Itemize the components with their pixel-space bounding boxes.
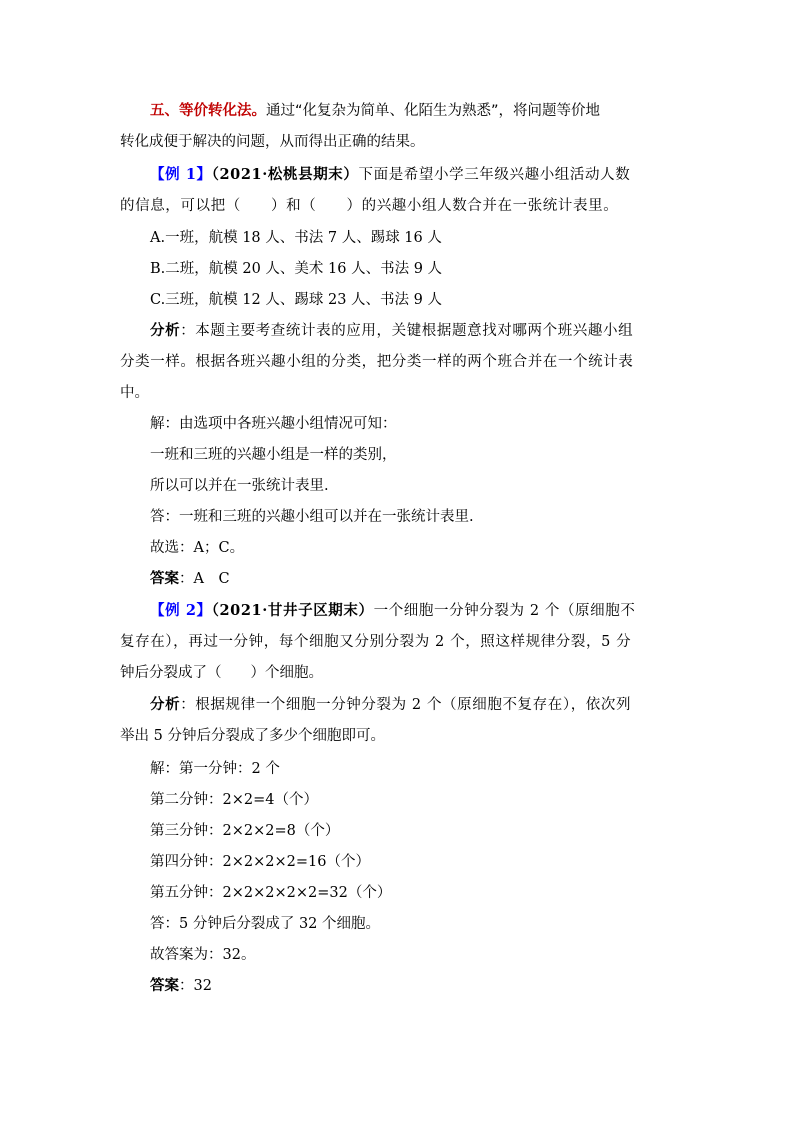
ex2-analysis-1: ：根据规律一个细胞一分钟分裂为 2 个（原细胞不复存在），依次列 [180,697,632,713]
ex1-solution-3: 所以可以并在一张统计表里. [150,478,329,494]
ex1-option-a: A.一班，航模 18 人、书法 7 人、踢球 16 人 [150,230,442,246]
ex2-answer-label: 答案 [150,977,179,994]
ex1-answer: ：A C [179,571,230,587]
ex1-solution-5: 故选：A；C。 [150,540,245,556]
ex1-source: （2021·松桃县期末） [211,166,359,183]
section-intro-1: 通过“化复杂为简单、化陌生为熟悉”，将问题等价地 [266,103,601,119]
ex2-question-line-3: 钟后分裂成了（ ）个细胞。 [120,665,323,681]
section-intro-line-1 [150,101,600,121]
ex1-solution-1: 解：由选项中各班兴趣小组情况可知： [150,416,397,432]
ex2-source: （2021·甘井子区期末） [211,602,374,619]
ex2-solution-7: 故答案为：32。 [150,947,256,963]
ex2-solution-2: 第二分钟：2×2=4（个） [150,792,318,808]
ex1-answer-line [150,569,230,589]
ex1-analysis-label: 分析 [150,322,181,339]
ex2-question-1: 一个细胞一分钟分裂为 2 个（原细胞不 [373,603,636,619]
ex2-solution-6: 答：5 分钟后分裂成了 32 个细胞。 [150,916,381,932]
ex1-question-line-2: 的信息，可以把（ ）和（ ）的兴趣小组人数合并在一张统计表里。 [120,198,619,214]
ex2-analysis-label: 分析 [150,696,181,713]
ex2-solution-4: 第四分钟：2×2×2×2=16（个） [150,854,370,870]
ex1-question-1: 下面是希望小学三年级兴趣小组活动人数 [358,167,631,183]
ex1-answer-label: 答案 [150,570,179,587]
ex2-answer: ：32 [179,978,212,994]
ex2-tag: 【例 2】 [150,602,212,619]
section-heading: 五、等价转化法。 [150,103,266,119]
ex1-solution-2: 一班和三班的兴趣小组是一样的类别， [150,447,397,463]
ex1-analysis-1: ：本题主要考查统计表的应用，关键根据题意找对哪两个班兴趣小组 [180,323,634,339]
ex1-option-c: C.三班，航模 12 人、踢球 23 人、书法 9 人 [150,292,442,308]
ex1-analysis-line-2: 分类一样。根据各班兴趣小组的分类，把分类一样的两个班合并在一个统计表 [120,354,634,370]
ex2-analysis-line-2: 举出 5 分钟后分裂成了多少个细胞即可。 [120,728,385,744]
ex2-solution-3: 第三分钟：2×2×2=8（个） [150,823,340,839]
ex2-question-line-2: 复存在），再过一分钟，每个细胞又分别分裂为 2 个，照这样规律分裂，5 分 [120,634,632,650]
ex1-solution-4: 答：一班和三班的兴趣小组可以并在一张统计表里. [150,509,474,525]
ex1-tag: 【例 1】 [150,166,212,183]
ex2-analysis-line-1 [150,695,631,715]
ex1-question-line-1 [150,165,630,185]
ex1-analysis-line-1 [150,321,633,341]
ex1-analysis-line-3: 中。 [120,385,149,401]
ex2-question-line-1 [150,601,635,621]
ex2-solution-1: 解：第一分钟：2 个 [150,761,280,777]
ex2-answer-line [150,976,212,996]
section-intro-line-2: 转化成便于解决的问题，从而得出正确的结果。 [120,134,425,150]
ex2-solution-5: 第五分钟：2×2×2×2×2=32（个） [150,885,392,901]
ex1-option-b: B.二班，航模 20 人、美术 16 人、书法 9 人 [150,261,443,277]
